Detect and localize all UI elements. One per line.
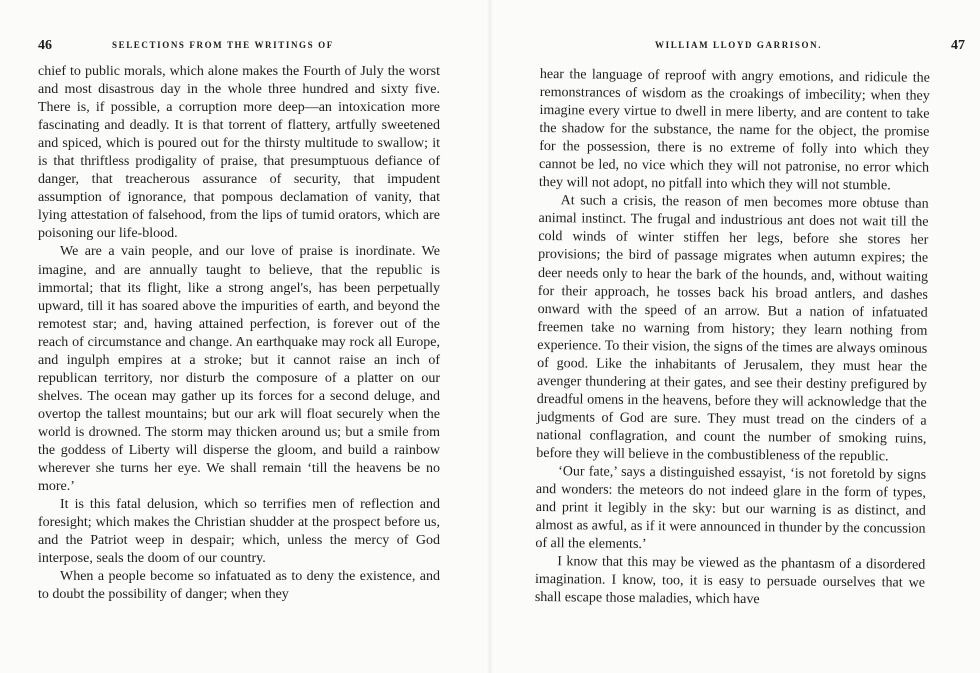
left-page-header <box>38 38 442 54</box>
left-page-number: 46 <box>38 38 52 53</box>
paragraph: It is this fatal delusion, which so terrifies men of reflection and foresight; which makes the Christian shudder at the prospect before us, and the Patriot weep in despair; which, unless the mercy of God interpose, seals the doom of our country. <box>38 497 440 567</box>
right-page <box>490 0 980 673</box>
paragraph: I know that this may be viewed as the phantasm of a disordered imagination. I know, too, it is easy to persuade ourselves that we shall escape those maladies, which have <box>534 554 926 608</box>
left-running-head: SELECTIONS FROM THE WRITINGS OF <box>112 40 334 50</box>
paragraph: ‘Our fate,’ says a distinguished essayist, ‘is not foretold by signs and wonders: the meteors do not indeed glare in the form of types, and print it legibly in the sky: but our warning is as distinct, and almost as awful, as if it were announced in thunder by the concussion of all the elements.’ <box>535 464 927 553</box>
right-page-body <box>535 66 930 611</box>
paragraph: chief to public morals, which alone makes the Fourth of July the worst and most disastrous day in the whole three hundred and sixty five. There is, if possible, a corruption more deep—an intoxication more fascinating and deadly. It is that torrent of flattery, artfully sweetened and spiced, which is poured out for the thirsty multitude to swallow; it is that thriftless prodigality of praise, that presumptuous defiance of danger, that treacherous assurance of security, that impudent assumption of ignorance, that pompous declamation of vanity, that lying attestation of falsehood, from the lips of tumid orators, which are poisoning our life-blood. <box>38 64 440 242</box>
paragraph: When a people become so infatuated as to deny the existence, and to doubt the possibility of danger; when they <box>38 569 440 603</box>
right-page-header <box>550 38 965 54</box>
right-running-head: WILLIAM LLOYD GARRISON. <box>655 40 823 50</box>
paragraph: hear the language of reproof with angry emotions, and ridicule the remonstrances of wisdom as the croakings of imbecility; when they imagine every virtue to dwell in mere liberty, and are content to take the shadow for the substance, the name for the object, the promise for the possession, there is no extreme of folly into which they cannot be led, no vice which they will not patronise, no error which they will not adopt, no pitfall into which they will not stumble. <box>538 66 930 194</box>
left-page-body <box>38 63 440 604</box>
paragraph: At such a crisis, the reason of men becomes more obtuse than animal instinct. The frugal and industrious ant does not wait till the cold winds of winter stiffen her legs, before she stores her provisions; the bird of passage migrates when autumn expires; the deer needs only to hear the bark of the hounds, and, without waiting for their approach, he tosses back his broad antlers, and dashes onward with the speed of an arrow. But a nation of infatuated freemen take no warning from history; they learn nothing from experience. To their vision, the signs of the times are always ominous of good. Like the inhabitants of Jerusalem, they must hear the avenger thundering at their gates, and see their destiny prefigured by dreadful omens in the heavens, before they will acknowledge that the judgments of God are sure. They must tread on the cinders of a national conflagration, and count the number of smoking ruins, before they will believe in the combustibleness of the republic. <box>536 193 929 465</box>
right-page-number: 47 <box>951 38 965 53</box>
paragraph: We are a vain people, and our love of praise is inordinate. We imagine, and are annually taught to believe, that the republic is immortal; that its flight, like a strong angel's, has been perpetually upward, till it has soared above the impurities of earth, and beyond the remotest star; and, having attained perfection, is forever out of the reach of circumstance and change. An earthquake may rock all Europe, and ingulph empires at a stroke; but it cannot raise an inch of republican territory, nor disturb the composure of a platter on our shelves. The ocean may gather up its forces for a second deluge, and overtop the tallest mountains; but our ark will float securely when the world is drowned. The storm may thicken around us; but a smile from the goddess of Liberty will disperse the gloom, and build a rainbow wherever she turns her eye. We shall remain ‘till the heavens be no more.’ <box>38 244 440 495</box>
